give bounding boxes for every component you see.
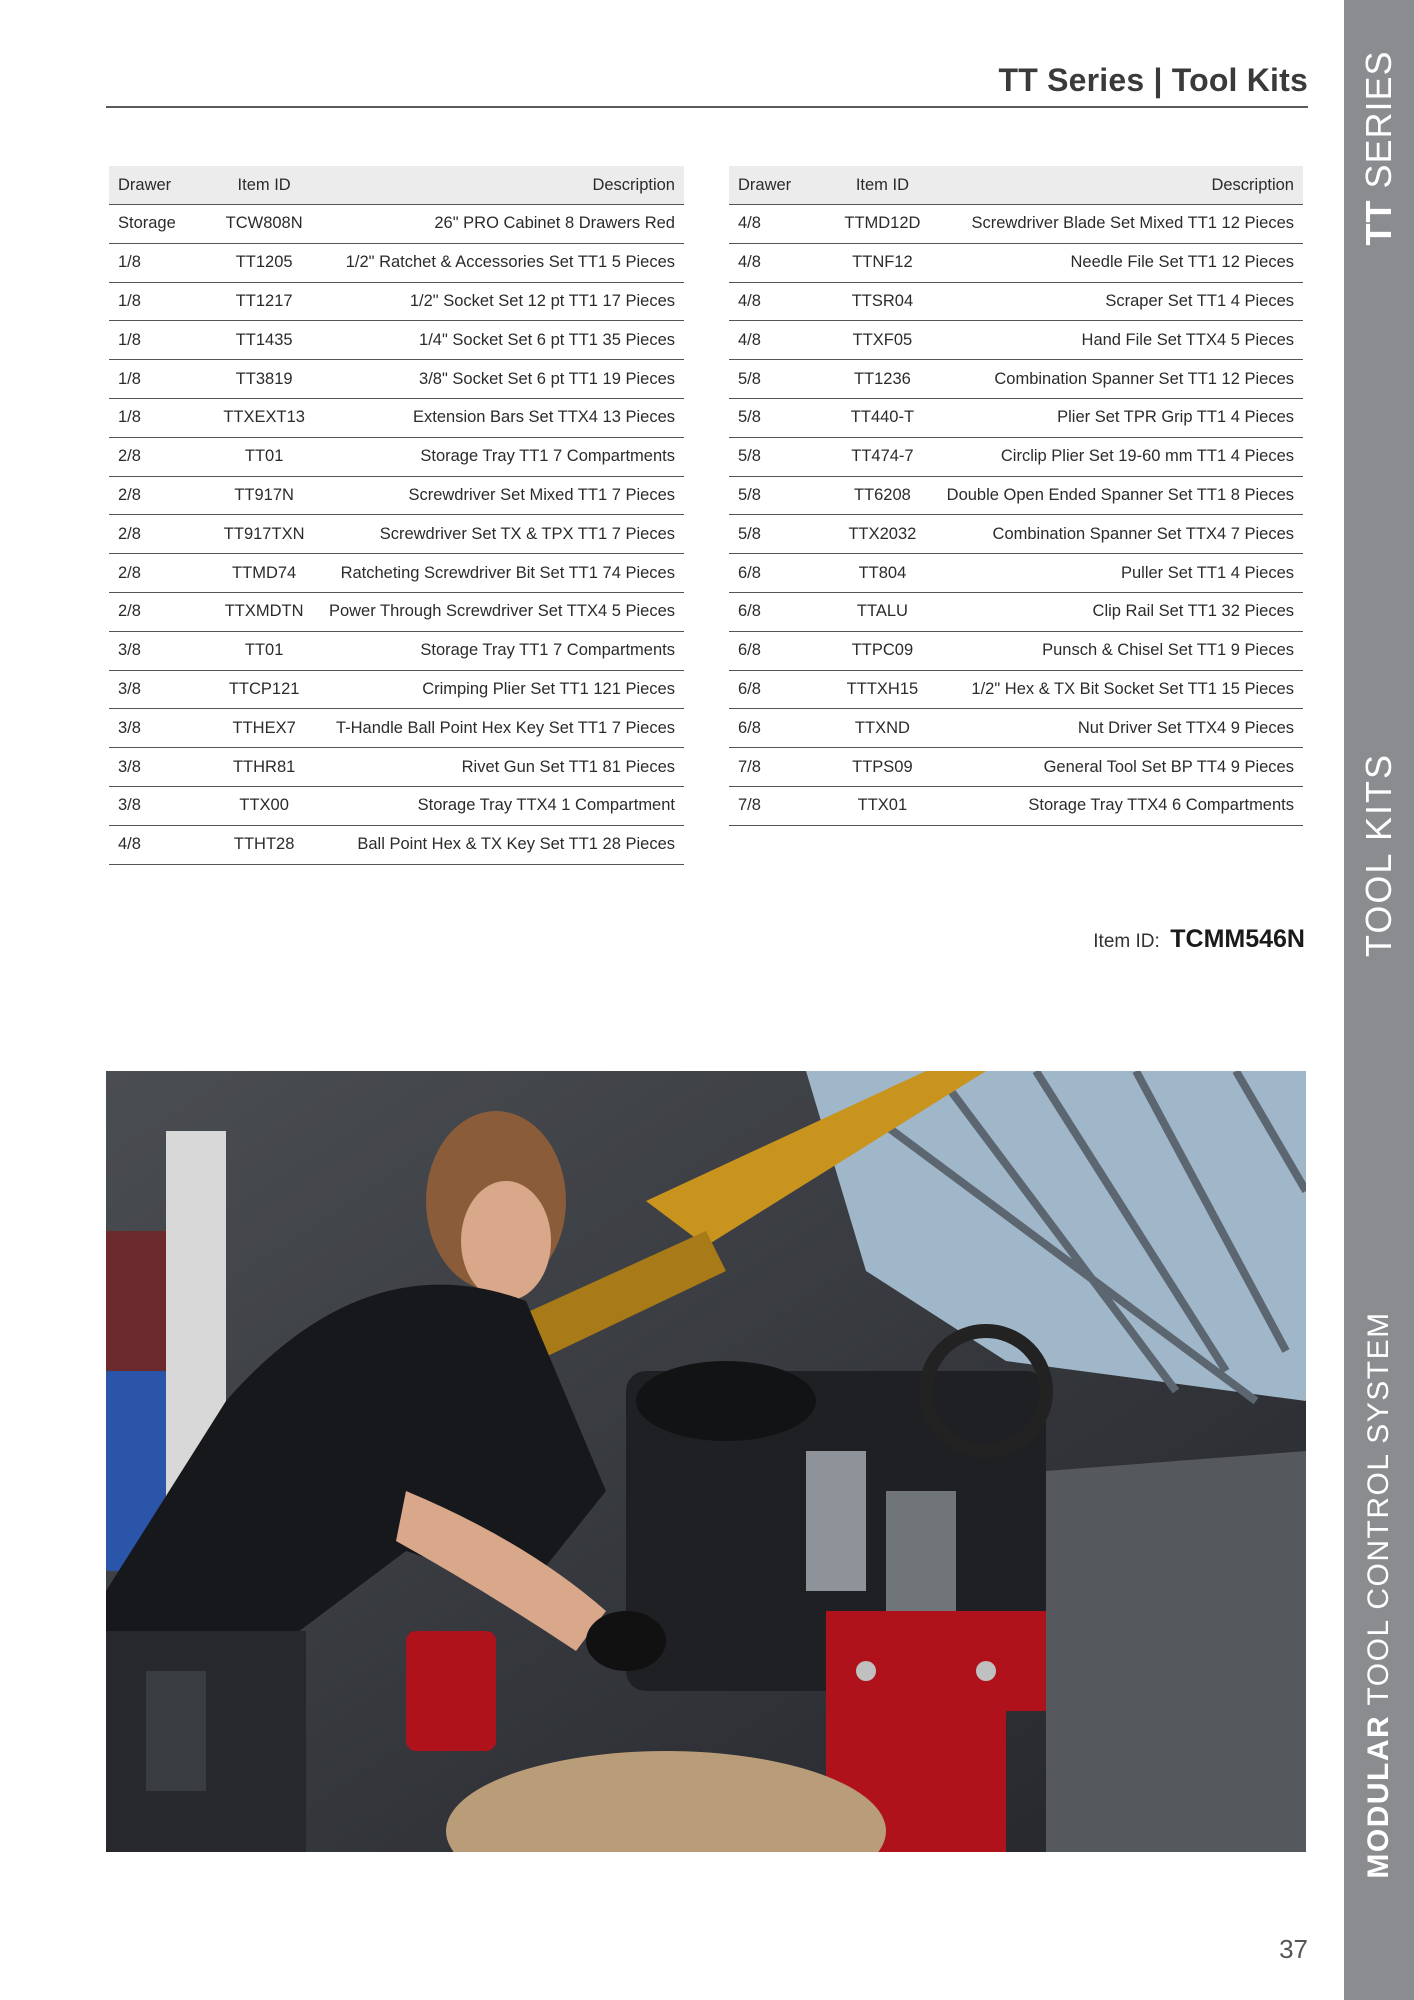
table-row (109, 398, 684, 437)
table-row (109, 282, 684, 321)
sidebar-modular-bold: MODULAR (1362, 1714, 1395, 1879)
cell-description: T-Handle Ball Point Hex Key Set TT1 7 Pieces (320, 709, 684, 748)
cell-item-id: TT440-T (827, 398, 937, 437)
cell-drawer: 2/8 (109, 476, 208, 515)
cell-item-id: TT01 (208, 437, 320, 476)
table-row (729, 398, 1303, 437)
sidebar-modular-rest: TOOL CONTROL SYSTEM (1362, 1311, 1395, 1706)
cell-item-id: TT917TXN (208, 515, 320, 554)
table-row (109, 205, 684, 244)
cell-description: Puller Set TT1 4 Pieces (938, 554, 1303, 593)
table-row (729, 437, 1303, 476)
cell-drawer: 4/8 (729, 243, 827, 282)
tool-kit-table-left (109, 166, 684, 865)
table-row (109, 786, 684, 825)
cell-description: Combination Spanner Set TTX4 7 Pieces (938, 515, 1303, 554)
table-row (109, 360, 684, 399)
mechanic-engine-illustration (106, 1071, 1306, 1852)
table-row (109, 476, 684, 515)
cell-description: 1/2" Hex & TX Bit Socket Set TT1 15 Pieces (938, 670, 1303, 709)
cell-item-id: TTTXH15 (827, 670, 937, 709)
cell-description: Double Open Ended Spanner Set TT1 8 Pieces (938, 476, 1303, 515)
cell-description: Extension Bars Set TTX4 13 Pieces (320, 398, 684, 437)
cell-description: Clip Rail Set TT1 32 Pieces (938, 592, 1303, 631)
cell-description: Storage Tray TTX4 1 Compartment (320, 786, 684, 825)
column-header-item-id: Item ID (827, 166, 937, 205)
cell-item-id: TT6208 (827, 476, 937, 515)
cell-item-id: TT1435 (208, 321, 320, 360)
cell-item-id: TT917N (208, 476, 320, 515)
cell-drawer: 5/8 (729, 360, 827, 399)
cell-description: Storage Tray TT1 7 Compartments (320, 631, 684, 670)
table-row (109, 631, 684, 670)
cell-drawer: 7/8 (729, 748, 827, 787)
cell-description: 3/8" Socket Set 6 pt TT1 19 Pieces (320, 360, 684, 399)
table-row (109, 670, 684, 709)
cell-drawer: 6/8 (729, 554, 827, 593)
cell-item-id: TT01 (208, 631, 320, 670)
cell-description: General Tool Set BP TT4 9 Pieces (938, 748, 1303, 787)
cell-item-id: TTXMDTN (208, 592, 320, 631)
cell-description: 26" PRO Cabinet 8 Drawers Red (320, 205, 684, 244)
cell-item-id: TTPS09 (827, 748, 937, 787)
cell-item-id: TTMD12D (827, 205, 937, 244)
cell-description: Rivet Gun Set TT1 81 Pieces (320, 748, 684, 787)
cell-item-id: TTX2032 (827, 515, 937, 554)
cell-drawer: 6/8 (729, 592, 827, 631)
sidebar-tt-bold: TT (1358, 199, 1399, 246)
cell-item-id: TTMD74 (208, 554, 320, 593)
table-row (729, 786, 1303, 825)
sidebar-tool-kits: TOOL KITS (1358, 752, 1399, 958)
sidebar-tt-series (1358, 50, 1400, 245)
column-header-drawer: Drawer (729, 166, 827, 205)
page-number: 37 (1279, 1934, 1308, 1964)
cell-description: Combination Spanner Set TT1 12 Pieces (938, 360, 1303, 399)
cell-drawer: 3/8 (109, 670, 208, 709)
table-row (109, 437, 684, 476)
cell-item-id: TTNF12 (827, 243, 937, 282)
cell-drawer: 4/8 (729, 205, 827, 244)
table-row (109, 515, 684, 554)
cell-description: Screwdriver Set Mixed TT1 7 Pieces (320, 476, 684, 515)
column-header-description: Description (938, 166, 1303, 205)
table-row (729, 243, 1303, 282)
cell-drawer: 2/8 (109, 554, 208, 593)
cell-description: Nut Driver Set TTX4 9 Pieces (938, 709, 1303, 748)
item-id-value: TCMM546N (1170, 925, 1305, 953)
sidebar-modular (1362, 1311, 1396, 1878)
column-header-description: Description (320, 166, 684, 205)
cell-drawer: 3/8 (109, 786, 208, 825)
cell-description: Ratcheting Screwdriver Bit Set TT1 74 Pieces (320, 554, 684, 593)
kit-item-id (1093, 925, 1305, 954)
cell-item-id: TT3819 (208, 360, 320, 399)
cell-description: Screwdriver Blade Set Mixed TT1 12 Pieces (938, 205, 1303, 244)
cell-drawer: 3/8 (109, 709, 208, 748)
cell-drawer: 1/8 (109, 282, 208, 321)
cell-description: Punsch & Chisel Set TT1 9 Pieces (938, 631, 1303, 670)
cell-description: 1/2" Ratchet & Accessories Set TT1 5 Pieces (320, 243, 684, 282)
table-row (109, 243, 684, 282)
cell-description: Crimping Plier Set TT1 121 Pieces (320, 670, 684, 709)
cell-drawer: 2/8 (109, 437, 208, 476)
cell-item-id: TTCP121 (208, 670, 320, 709)
table-row (729, 709, 1303, 748)
table-row (729, 592, 1303, 631)
cell-item-id: TTHEX7 (208, 709, 320, 748)
table-row (729, 321, 1303, 360)
cell-drawer: 1/8 (109, 243, 208, 282)
cell-drawer: 4/8 (729, 321, 827, 360)
table-row (729, 205, 1303, 244)
cell-item-id: TTALU (827, 592, 937, 631)
cell-drawer: Storage (109, 205, 208, 244)
workshop-photo (106, 1071, 1306, 1852)
cell-drawer: 5/8 (729, 515, 827, 554)
table-row (109, 709, 684, 748)
cell-drawer: 5/8 (729, 398, 827, 437)
cell-item-id: TT1217 (208, 282, 320, 321)
cell-drawer: 3/8 (109, 748, 208, 787)
cell-item-id: TTHR81 (208, 748, 320, 787)
table-row (729, 554, 1303, 593)
table-row (109, 554, 684, 593)
cell-item-id: TTXEXT13 (208, 398, 320, 437)
cell-item-id: TTX01 (827, 786, 937, 825)
cell-drawer: 3/8 (109, 631, 208, 670)
cell-drawer: 1/8 (109, 360, 208, 399)
cell-drawer: 2/8 (109, 515, 208, 554)
cell-drawer: 7/8 (729, 786, 827, 825)
table-row (109, 825, 684, 864)
cell-description: Hand File Set TTX4 5 Pieces (938, 321, 1303, 360)
cell-description: Circlip Plier Set 19-60 mm TT1 4 Pieces (938, 437, 1303, 476)
cell-description: Scraper Set TT1 4 Pieces (938, 282, 1303, 321)
cell-drawer: 4/8 (729, 282, 827, 321)
table-row (729, 748, 1303, 787)
cell-description: Needle File Set TT1 12 Pieces (938, 243, 1303, 282)
sidebar-banner (1344, 0, 1414, 2000)
item-id-label: Item ID: (1093, 931, 1160, 952)
cell-description: 1/2" Socket Set 12 pt TT1 17 Pieces (320, 282, 684, 321)
cell-drawer: 1/8 (109, 321, 208, 360)
column-header-drawer: Drawer (109, 166, 208, 205)
cell-item-id: TT804 (827, 554, 937, 593)
table-row (729, 631, 1303, 670)
table-row (109, 321, 684, 360)
cell-description: Ball Point Hex & TX Key Set TT1 28 Pieces (320, 825, 684, 864)
table-row (729, 476, 1303, 515)
tool-kit-table-right (729, 166, 1303, 826)
table-row (109, 748, 684, 787)
page-title: TT Series | Tool Kits (998, 62, 1308, 98)
column-header-item-id: Item ID (208, 166, 320, 205)
cell-description: Screwdriver Set TX & TPX TT1 7 Pieces (320, 515, 684, 554)
cell-drawer: 5/8 (729, 437, 827, 476)
cell-item-id: TTHT28 (208, 825, 320, 864)
cell-drawer: 1/8 (109, 398, 208, 437)
cell-description: 1/4" Socket Set 6 pt TT1 35 Pieces (320, 321, 684, 360)
table-header-row (729, 166, 1303, 205)
cell-item-id: TTXND (827, 709, 937, 748)
table-row (729, 360, 1303, 399)
cell-item-id: TTSR04 (827, 282, 937, 321)
table-header-row (109, 166, 684, 205)
cell-drawer: 4/8 (109, 825, 208, 864)
cell-description: Plier Set TPR Grip TT1 4 Pieces (938, 398, 1303, 437)
cell-item-id: TTX00 (208, 786, 320, 825)
cell-item-id: TTXF05 (827, 321, 937, 360)
cell-item-id: TT1205 (208, 243, 320, 282)
sidebar-tt-rest: SERIES (1358, 50, 1399, 189)
cell-description: Power Through Screwdriver Set TTX4 5 Pieces (320, 592, 684, 631)
cell-drawer: 6/8 (729, 670, 827, 709)
cell-item-id: TCW808N (208, 205, 320, 244)
table-row (109, 592, 684, 631)
cell-item-id: TT474-7 (827, 437, 937, 476)
cell-description: Storage Tray TT1 7 Compartments (320, 437, 684, 476)
cell-drawer: 6/8 (729, 631, 827, 670)
cell-drawer: 5/8 (729, 476, 827, 515)
cell-drawer: 6/8 (729, 709, 827, 748)
table-row (729, 282, 1303, 321)
table-row (729, 670, 1303, 709)
page-header (106, 56, 1308, 108)
cell-description: Storage Tray TTX4 6 Compartments (938, 786, 1303, 825)
cell-drawer: 2/8 (109, 592, 208, 631)
cell-item-id: TTPC09 (827, 631, 937, 670)
table-row (729, 515, 1303, 554)
cell-item-id: TT1236 (827, 360, 937, 399)
